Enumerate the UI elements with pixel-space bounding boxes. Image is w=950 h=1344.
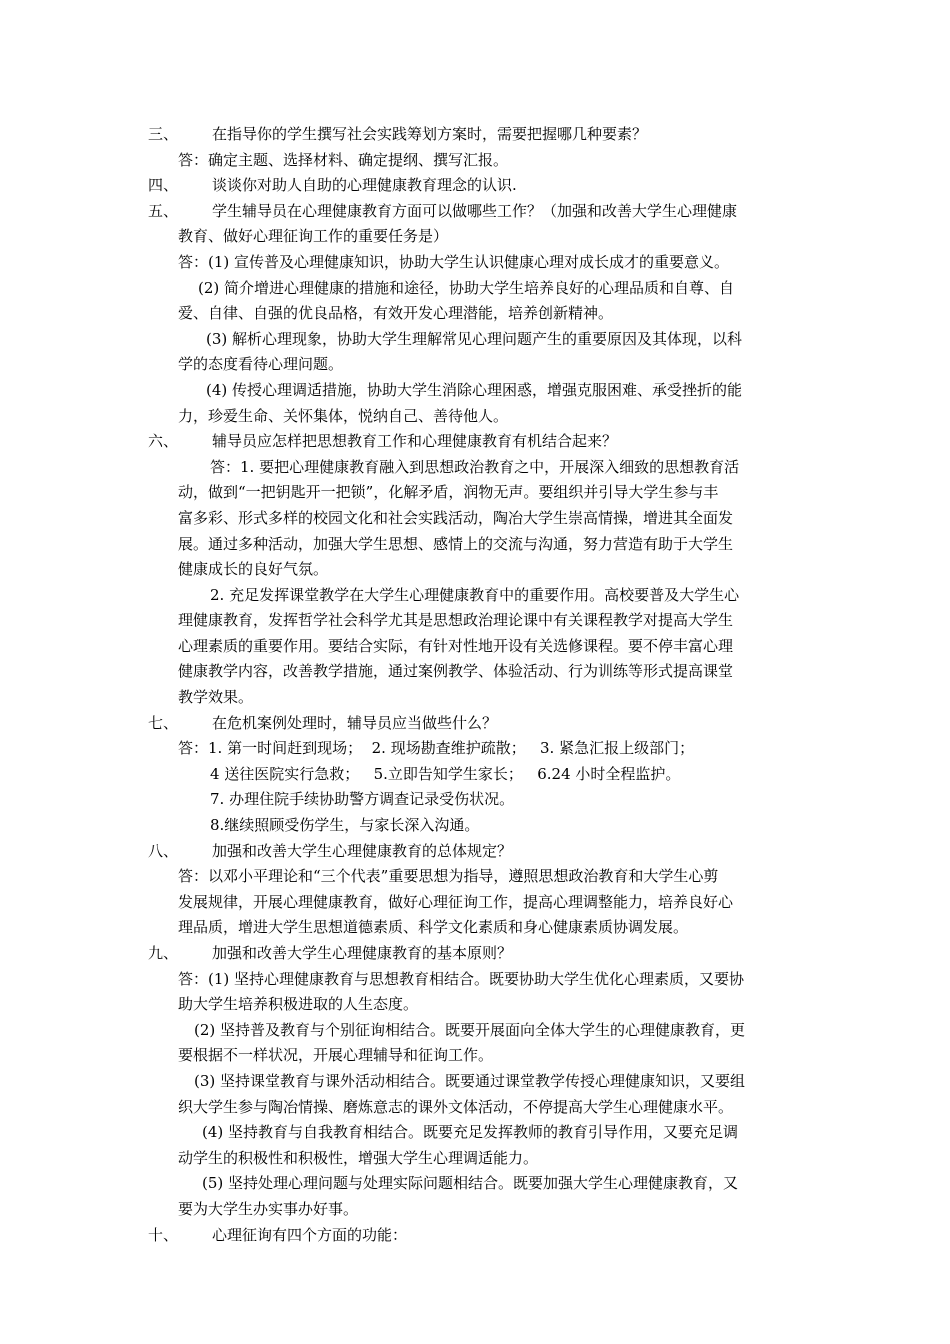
question-text: 加强和改善大学生心理健康教育的基本原则？ <box>212 944 513 962</box>
question-number: 八、 <box>148 841 179 860</box>
answer-line: 理品质，增进大学生思想道德素质、科学文化素质和身心健康素质协调发展。 <box>178 918 689 937</box>
question-text: 辅导员应怎样把思想教育工作和心理健康教育有机结合起来？ <box>212 432 618 451</box>
answer-line: 4 送往医院实行急救； 5.立即告知学生家长； 6.24 小时全程监护。 <box>210 764 681 783</box>
answer-line: 富多彩、形式多样的校园文化和社会实践活动，陶冶大学生崇高情操，增进其全面发 <box>178 508 734 527</box>
answer-line: 助大学生培养积极进取的人生态度。 <box>178 995 419 1014</box>
question-number: 五、 <box>148 201 179 220</box>
question-line <box>148 122 808 148</box>
answer-line: 2. 充足发挥课堂教学在大学生心理健康教育中的重要作用。高校要普及大学生心 <box>210 585 740 604</box>
answer-line: (4) 坚持教育与自我教育相结合。既要充足发挥教师的教育引导作用，又要充足调 <box>202 1123 739 1142</box>
question-line <box>148 429 808 455</box>
answer-line: 心理素质的重要作用。要结合实际，有针对性地开设有关选修课程。要不停丰富心理 <box>178 636 734 655</box>
answer-line: 力，珍爱生命、关怀集体，悦纳自己、善待他人。 <box>178 406 509 425</box>
question-line <box>148 941 808 967</box>
answer-line: 答：(1) 宣传普及心理健康知识，协助大学生认识健康心理对成长成才的重要意义。 <box>178 252 730 271</box>
answer-line: 答：1. 第一时间赶到现场； 2. 现场勘查维护疏散； 3. 紧急汇报上级部门； <box>178 739 695 758</box>
answer-line: 要为大学生办实事办好事。 <box>178 1199 359 1218</box>
answer-line: 教学效果。 <box>178 688 254 707</box>
answer-line: 答：1. 要把心理健康教育融入到思想政治教育之中，开展深入细致的思想教育活 <box>210 457 740 476</box>
question-line <box>148 839 808 865</box>
answer-line: 学的态度看待心理问题。 <box>178 355 344 374</box>
question-line <box>148 199 808 225</box>
question-number: 七、 <box>148 713 179 732</box>
answer-line: 爱、自律、自强的优良品格，有效开发心理潜能，培养创新精神。 <box>178 304 614 323</box>
answer-line: 健康教学内容，改善教学措施，通过案例教学、体验活动、行为训练等形式提高课堂 <box>178 662 734 681</box>
answer-line: 答：(1) 坚持心理健康教育与思想教育相结合。既要协助大学生优化心理素质，又要协 <box>178 969 745 988</box>
question-number: 九、 <box>148 944 179 962</box>
question-text: 心理征询有四个方面的功能： <box>212 1225 408 1244</box>
answer-line: (4) 传授心理调适措施，协助大学生消除心理困惑，增强克服困难、承受挫折的能 <box>206 380 743 399</box>
question-text: 在危机案例处理时，辅导员应当做些什么？ <box>212 713 498 732</box>
answer-line: 发展规律，开展心理健康教育，做好心理征询工作，提高心理调整能力，培养良好心 <box>178 892 734 911</box>
question-number: 四、 <box>148 176 179 195</box>
question-line <box>148 173 808 199</box>
answer-line: (2) 简介增进心理健康的措施和途径，协助大学生培养良好的心理品质和自尊、自 <box>198 278 735 297</box>
question-text: 学生辅导员在心理健康教育方面可以做哪些工作？（加强和改善大学生心理健康 <box>212 201 738 220</box>
answer-line: 教育、做好心理征询工作的重要任务是） <box>178 227 449 246</box>
answer-line: (3) 坚持课堂教育与课外活动相结合。既要通过课堂教学传授心理健康知识，又要组 <box>194 1071 746 1090</box>
question-number: 三、 <box>148 125 179 143</box>
question-line <box>148 1223 808 1249</box>
question-text: 加强和改善大学生心理健康教育的总体规定？ <box>212 841 513 860</box>
question-number: 十、 <box>148 1225 179 1244</box>
answer-line: (3) 解析心理现象，协助大学生理解常见心理问题产生的重要原因及其体现，以科 <box>206 329 743 348</box>
answer-line: 织大学生参与陶冶情操、磨炼意志的课外文体活动，不停提高大学生心理健康水平。 <box>178 1097 734 1116</box>
answer-line: 健康成长的良好气氛。 <box>178 560 329 579</box>
answer-line: (5) 坚持处理心理问题与处理实际问题相结合。既要加强大学生心理健康教育，又 <box>202 1174 739 1193</box>
answer-line: 动，做到“一把钥匙开一把锁”，化解矛盾，润物无声。要组织并引导大学生参与丰 <box>178 483 719 502</box>
question-number: 六、 <box>148 432 179 451</box>
answer-line: 答：以邓小平理论和“三个代表”重要思想为指导，遵照思想政治教育和大学生心剪 <box>178 867 719 886</box>
answer-line: 答：确定主题、选择材料、确定提纲、撰写汇报。 <box>178 150 509 169</box>
answer-line: 要根据不一样状况，开展心理辅导和征询工作。 <box>178 1046 494 1065</box>
document-body <box>148 122 808 1248</box>
answer-line: 展。通过多种活动，加强大学生思想、感情上的交流与沟通，努力营造有助于大学生 <box>178 534 734 553</box>
question-line <box>148 711 808 737</box>
answer-line: 动学生的积极性和积极性，增强大学生心理调适能力。 <box>178 1148 539 1167</box>
question-text: 在指导你的学生撰写社会实践筹划方案时，需要把握哪几种要素？ <box>212 125 648 143</box>
question-text: 谈谈你对助人自助的心理健康教育理念的认识. <box>212 176 517 195</box>
answer-line: (2) 坚持普及教育与个别征询相结合。既要开展面向全体大学生的心理健康教育，更 <box>194 1020 746 1039</box>
answer-line: 8.继续照顾受伤学生，与家长深入沟通。 <box>210 816 480 835</box>
answer-line: 7. 办理住院手续协助警方调查记录受伤状况。 <box>210 790 515 809</box>
answer-line: 理健康教育，发挥哲学社会科学尤其是思想政治理论课中有关课程教学对提高大学生 <box>178 611 734 630</box>
